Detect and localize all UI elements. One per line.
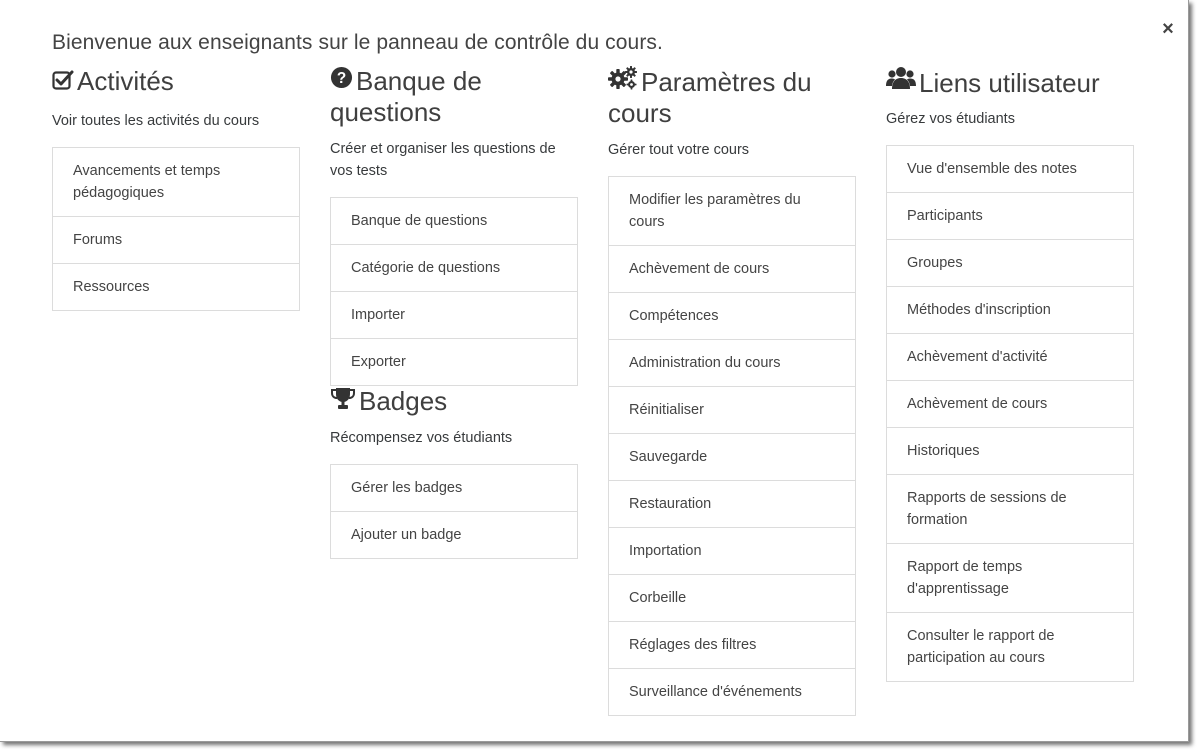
question-bank-description: Créer et organiser les questions de vos tests <box>330 141 556 179</box>
user-links-list <box>886 145 1134 682</box>
link-administration-cours[interactable]: Administration du cours <box>609 339 855 386</box>
course-settings-title: Paramètres du cours <box>608 67 812 128</box>
question-bank-title: Banque de questions <box>330 66 482 127</box>
link-reglages-filtres[interactable]: Réglages des filtres <box>609 621 855 668</box>
link-corbeille[interactable]: Corbeille <box>609 574 855 621</box>
user-links-title: Liens utilisateur <box>919 68 1100 98</box>
user-links-section <box>886 66 1134 682</box>
activities-description: Voir toutes les activités du cours <box>52 113 260 129</box>
link-achevement-activite[interactable]: Achèvement d'activité <box>887 333 1133 380</box>
link-historiques[interactable]: Historiques <box>887 427 1133 474</box>
course-settings-section <box>608 66 856 716</box>
link-competences[interactable]: Compétences <box>609 292 855 339</box>
link-forums[interactable]: Forums <box>53 216 299 263</box>
link-avancements[interactable]: Avancements et temps pédagogiques <box>53 148 299 216</box>
course-settings-heading <box>608 66 856 129</box>
link-importation[interactable]: Importation <box>609 527 855 574</box>
badges-heading <box>330 386 578 417</box>
link-achevement-cours-users[interactable]: Achèvement de cours <box>887 380 1133 427</box>
link-restauration[interactable]: Restauration <box>609 480 855 527</box>
link-categorie-questions[interactable]: Catégorie de questions <box>331 244 577 291</box>
course-settings-list <box>608 176 856 716</box>
link-gerer-badges[interactable]: Gérer les badges <box>331 465 577 511</box>
link-rapport-temps[interactable]: Rapport de temps d'apprentissage <box>887 543 1133 612</box>
question-bank-section <box>330 66 578 559</box>
gears-icon <box>608 66 638 90</box>
link-ajouter-badge[interactable]: Ajouter un badge <box>331 511 577 558</box>
trophy-icon <box>330 387 356 411</box>
user-links-description: Gérez vos étudiants <box>886 111 1015 127</box>
question-bank-heading <box>330 66 578 128</box>
link-reinitialiser[interactable]: Réinitialiser <box>609 386 855 433</box>
link-achevement-cours[interactable]: Achèvement de cours <box>609 245 855 292</box>
link-banque-questions[interactable]: Banque de questions <box>331 198 577 244</box>
link-rapport-participation[interactable]: Consulter le rapport de participation au cours <box>887 612 1133 681</box>
check-square-icon <box>52 69 74 91</box>
question-circle-icon <box>330 66 353 89</box>
link-participants[interactable]: Participants <box>887 192 1133 239</box>
activities-heading <box>52 66 300 97</box>
link-groupes[interactable]: Groupes <box>887 239 1133 286</box>
link-rapports-sessions[interactable]: Rapports de sessions de formation <box>887 474 1133 543</box>
link-surveillance-evenements[interactable]: Surveillance d'événements <box>609 668 855 715</box>
badges-section <box>330 386 578 559</box>
badges-description: Récompensez vos étudiants <box>330 430 513 446</box>
badges-list <box>330 464 578 559</box>
activities-section <box>52 66 300 311</box>
course-settings-description: Gérer tout votre cours <box>608 142 750 158</box>
link-ressources[interactable]: Ressources <box>53 263 299 310</box>
link-modifier-parametres[interactable]: Modifier les paramètres du cours <box>609 177 855 245</box>
activities-title: Activités <box>77 66 174 96</box>
link-sauvegarde[interactable]: Sauvegarde <box>609 433 855 480</box>
welcome-title: Bienvenue aux enseignants sur le panneau de contrôle du cours. <box>52 31 663 54</box>
badges-title: Badges <box>359 386 448 416</box>
link-methodes-inscription[interactable]: Méthodes d'inscription <box>887 286 1133 333</box>
close-icon[interactable]: × <box>1162 18 1174 40</box>
link-exporter[interactable]: Exporter <box>331 338 577 385</box>
user-links-heading <box>886 66 1134 99</box>
link-importer[interactable]: Importer <box>331 291 577 338</box>
activities-list <box>52 147 300 311</box>
users-icon <box>886 66 916 90</box>
question-bank-list <box>330 197 578 386</box>
svg-text:?: ? <box>336 69 347 87</box>
link-vue-ensemble-notes[interactable]: Vue d'ensemble des notes <box>887 146 1133 192</box>
